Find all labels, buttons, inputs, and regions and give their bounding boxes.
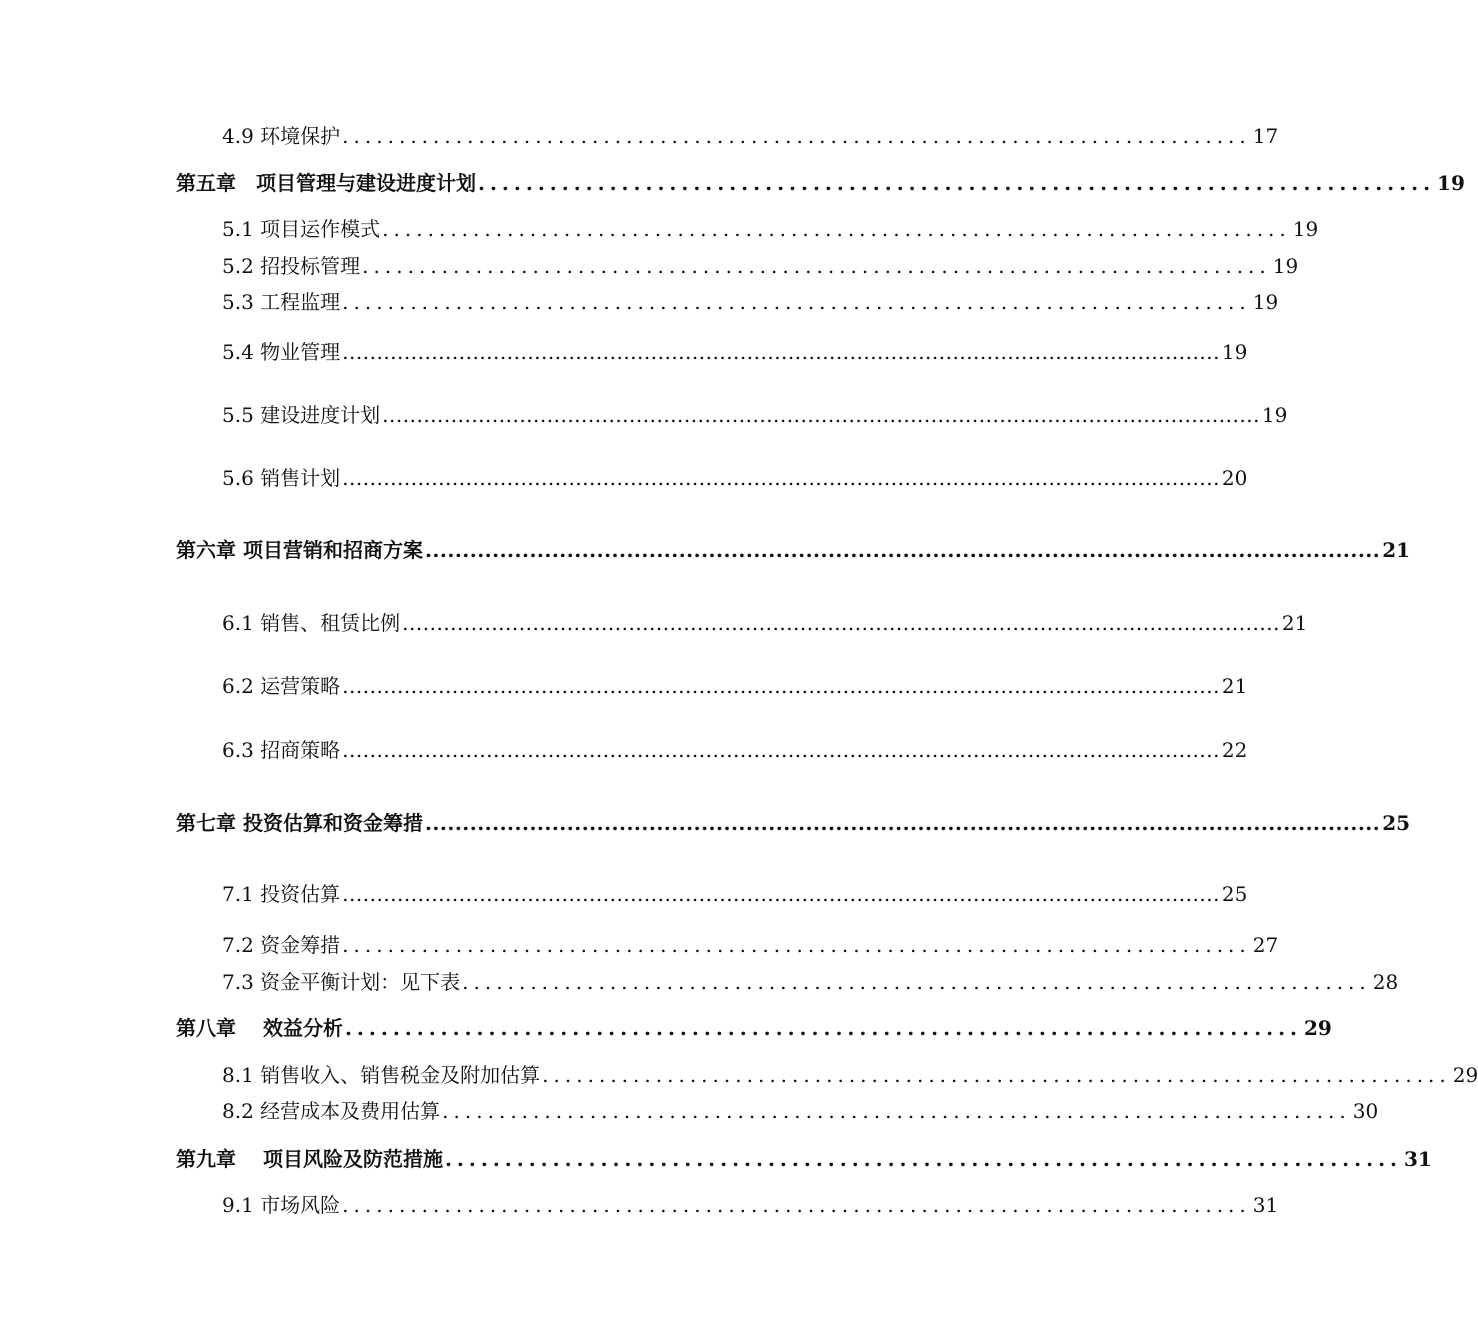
dot-leader: ................................................................................ xyxy=(342,933,1251,957)
toc-entry-title: 7.2 资金筹措 xyxy=(222,933,341,957)
toc-entry[interactable] xyxy=(222,931,1279,959)
toc-chapter-title: 第八章 效益分析 xyxy=(176,1016,343,1040)
toc-chapter-page: 21 xyxy=(1382,538,1411,562)
toc-entry-page: 19 xyxy=(1261,403,1288,427)
toc-entry-title: 5.3 工程监理 xyxy=(222,290,341,314)
toc-chapter-entry[interactable] xyxy=(176,1014,1332,1042)
dot-leader: ................................................................................ xyxy=(382,217,1291,241)
toc-entry-title: 7.3 资金平衡计划：见下表 xyxy=(222,970,461,994)
toc-entry[interactable] xyxy=(222,968,1399,996)
toc-entry[interactable] xyxy=(222,464,1248,492)
toc-entry[interactable] xyxy=(222,1097,1379,1125)
toc-entry-page: 19 xyxy=(1272,254,1299,278)
toc-entry-title: 6.1 销售、租赁比例 xyxy=(222,611,401,635)
toc-entry-title: 7.1 投资估算 xyxy=(222,882,341,906)
toc-chapter-title: 第九章 项目风险及防范措施 xyxy=(176,1147,443,1171)
toc-entry-page: 21 xyxy=(1281,611,1308,635)
dot-leader: ................................................................................................................................ xyxy=(424,538,1381,562)
toc-entry-title: 5.6 销售计划 xyxy=(222,466,341,490)
toc-entry[interactable] xyxy=(222,215,1319,243)
toc-entry-page: 27 xyxy=(1252,933,1279,957)
toc-entry-page: 19 xyxy=(1252,290,1279,314)
dot-leader: ................................................................................................................................ xyxy=(382,403,1260,427)
dot-leader: ................................................................................................................................ xyxy=(342,340,1220,364)
toc-chapter-entry[interactable] xyxy=(176,536,1411,564)
toc-entry[interactable] xyxy=(222,1191,1279,1219)
toc-entry[interactable] xyxy=(222,880,1248,908)
toc-entry-page: 20 xyxy=(1221,466,1248,490)
toc-entry[interactable] xyxy=(222,252,1299,280)
toc-entry-page: 28 xyxy=(1372,970,1399,994)
dot-leader: ................................................................................ xyxy=(344,1016,1302,1040)
toc-chapter-entry[interactable] xyxy=(176,809,1411,837)
toc-chapter-page: 19 xyxy=(1437,171,1465,195)
toc-entry-page: 31 xyxy=(1252,1193,1279,1217)
toc-entry-page: 17 xyxy=(1252,124,1279,148)
dot-leader: ................................................................................ xyxy=(478,171,1436,195)
toc-chapter-title: 第五章 项目管理与建设进度计划 xyxy=(176,171,476,195)
dot-leader: ................................................................................ xyxy=(362,254,1271,278)
toc-chapter-entry[interactable] xyxy=(176,169,1465,197)
dot-leader: ................................................................................................................................ xyxy=(424,811,1381,835)
dot-leader: ................................................................................ xyxy=(442,1099,1351,1123)
toc-entry-title: 8.1 销售收入、销售税金及附加估算 xyxy=(222,1063,541,1087)
toc-entry[interactable] xyxy=(222,122,1279,150)
dot-leader: ................................................................................................................................ xyxy=(342,466,1220,490)
toc-entry-page: 29 xyxy=(1452,1063,1478,1087)
toc-entry-page: 21 xyxy=(1221,674,1248,698)
dot-leader: ................................................................................................................................ xyxy=(342,674,1220,698)
toc-entry-title: 8.2 经营成本及费用估算 xyxy=(222,1099,441,1123)
toc-entry-page: 19 xyxy=(1292,217,1319,241)
dot-leader: ................................................................................ xyxy=(462,970,1371,994)
toc-chapter-page: 25 xyxy=(1382,811,1411,835)
toc-chapter-entry[interactable] xyxy=(176,1145,1432,1173)
toc-entry-page: 25 xyxy=(1221,882,1248,906)
toc-entry[interactable] xyxy=(222,672,1248,700)
dot-leader: ................................................................................................................................ xyxy=(402,611,1280,635)
toc-chapter-title: 第六章 项目营销和招商方案 xyxy=(176,538,423,562)
toc-entry[interactable] xyxy=(222,609,1308,637)
dot-leader: ................................................................................ xyxy=(342,1193,1251,1217)
dot-leader: ................................................................................ xyxy=(342,124,1251,148)
toc-chapter-page: 29 xyxy=(1304,1016,1332,1040)
toc-chapter-page: 31 xyxy=(1404,1147,1432,1171)
dot-leader: ................................................................................ xyxy=(342,290,1251,314)
toc-entry-page: 30 xyxy=(1352,1099,1379,1123)
toc-entry[interactable] xyxy=(222,288,1279,316)
toc-entry-title: 5.2 招投标管理 xyxy=(222,254,361,278)
toc-entry-title: 4.9 环境保护 xyxy=(222,124,341,148)
toc-entry-page: 22 xyxy=(1221,738,1248,762)
toc-entry[interactable] xyxy=(222,338,1248,366)
toc-entry-title: 5.4 物业管理 xyxy=(222,340,341,364)
toc-entry-title: 9.1 市场风险 xyxy=(222,1193,341,1217)
toc-entry-title: 5.5 建设进度计划 xyxy=(222,403,381,427)
toc-entry[interactable] xyxy=(222,401,1288,429)
toc-entry[interactable] xyxy=(222,736,1248,764)
toc-entry-page: 19 xyxy=(1221,340,1248,364)
toc-entry-title: 6.2 运营策略 xyxy=(222,674,341,698)
dot-leader: ................................................................................ xyxy=(444,1147,1402,1171)
toc-chapter-title: 第七章 投资估算和资金筹措 xyxy=(176,811,423,835)
toc-entry[interactable] xyxy=(222,1061,1478,1089)
dot-leader: ................................................................................................................................ xyxy=(342,882,1220,906)
toc-entry-title: 5.1 项目运作模式 xyxy=(222,217,381,241)
dot-leader: ................................................................................................................................ xyxy=(342,738,1220,762)
dot-leader: ................................................................................ xyxy=(542,1063,1451,1087)
toc-entry-title: 6.3 招商策略 xyxy=(222,738,341,762)
